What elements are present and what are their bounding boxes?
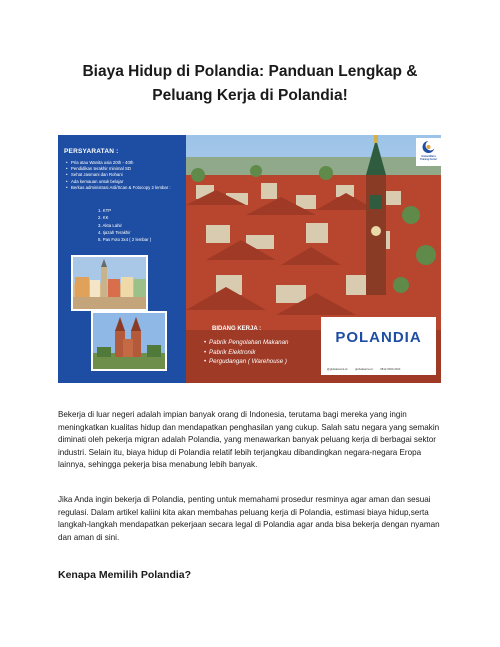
country-banner [321, 317, 436, 375]
logo-text: Global Warra Training Center [420, 156, 437, 161]
town-square-photo [71, 255, 148, 311]
requirement-item: • Ada kemauan untuk belajar [66, 179, 184, 185]
instagram-contact: @globalwarra.id [327, 367, 348, 371]
country-title: POLANDIA [335, 329, 422, 346]
job-item: • Pergudangan ( Warehouse ) [204, 357, 288, 367]
company-logo [416, 138, 441, 166]
requirement-item: • Pendidikan terakhir minimal SD [66, 166, 184, 172]
flyer-image [58, 135, 441, 383]
requirements-list [66, 160, 184, 191]
job-item: • Pabrik Pengolahan Makanan [204, 338, 288, 348]
requirement-item: • Berkas administrasi Asli/Scan & Fotocopy 2 lembar : [66, 185, 184, 191]
jobs-list [204, 338, 288, 367]
documents-list [98, 207, 151, 243]
requirements-panel [58, 135, 186, 383]
job-item: • Pabrik Elektronik [204, 348, 288, 358]
requirement-item: • Pria atau Wanita usia 20th - 40th [66, 160, 184, 166]
document-item: 1. KTP [98, 208, 112, 213]
document-item: 2. KK [98, 215, 109, 221]
requirement-item: • Sehat Jasmani dan Rohani [66, 172, 184, 178]
requirements-title: PERSYARATAN : [64, 148, 119, 155]
jobs-title: BIDANG KERJA : [212, 326, 262, 332]
paragraph: Bekerja di luar negeri adalah impian banyak orang di Indonesia, terutama bagi mereka yang ingin meningkatkan kualitas hidup dan mendapatkan penghasilan yang cukup. Salah satu negara yang semakin diminati oleh pekerja migran adalah Polandia, yang menawarkan banyak peluang kerja di berbagai sektor industri. Selain itu, biaya hidup di Polandia relatif lebih terjangkau dibandingkan negara-negara Eropa lainnya, sehingga pekerja bisa menabung lebih banyak. [58, 410, 440, 470]
jobs-box [198, 325, 321, 375]
document-item: 3. Akta Lahir [98, 222, 122, 228]
document-item: 4. Ijazah Terakhir [98, 229, 131, 235]
document-item: 5. Pas Foto 3x4 ( 2 lembar ) [98, 237, 152, 243]
section-heading: Kenapa Memilih Polandia? [58, 569, 192, 581]
cathedral-photo [91, 311, 167, 371]
contact-row [327, 367, 435, 371]
logo-crescent-icon [416, 138, 441, 156]
document-title: Biaya Hidup di Polandia: Panduan Lengkap & Peluang Kerja di Polandia! [82, 63, 418, 104]
phone-contact: 0812 0000 2024 [380, 367, 401, 371]
paragraph: Jika Anda ingin bekerja di Polandia, penting untuk memahami prosedur resminya agar aman dan sesuai regulasi. Dalam artikel kaliini kita akan membahas peluang kerja di Polandia, estimasi biaya hidup,serta langkah-langkah mendapatkan pekerjaan secara legal di Polandia agar anda bisa bekerja dengan nyaman dan aman di sini. [58, 495, 440, 542]
tiktok-contact: globalwarra.id [355, 367, 373, 371]
